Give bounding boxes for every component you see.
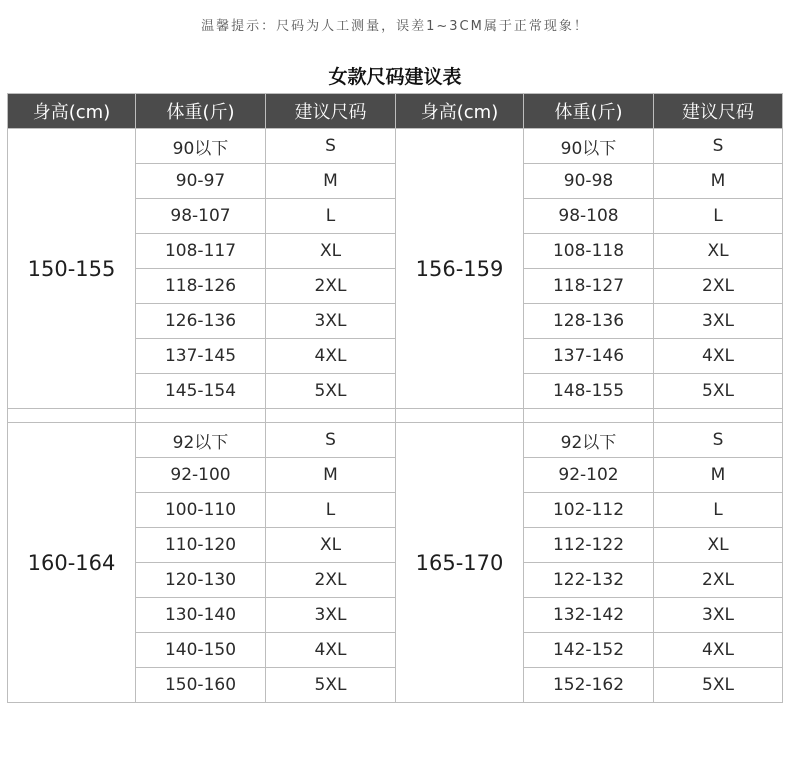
size-cell: 2XL [266,563,396,598]
size-cell: S [654,423,783,458]
size-cell: L [266,199,396,234]
header-weight: 体重(斤) [136,94,266,129]
weight-cell: 112-122 [524,528,654,563]
size-cell: 2XL [266,269,396,304]
size-cell: 3XL [266,598,396,633]
size-cell: 2XL [654,563,783,598]
height-range-cell: 165-170 [396,423,524,703]
weight-cell: 122-132 [524,563,654,598]
weight-cell: 90以下 [136,129,266,164]
size-cell: XL [266,528,396,563]
separator-cell [266,409,396,423]
weight-cell: 142-152 [524,633,654,668]
weight-cell: 152-162 [524,668,654,703]
weight-cell: 98-108 [524,199,654,234]
separator-cell [524,409,654,423]
size-cell: M [654,164,783,199]
size-cell: 3XL [654,304,783,339]
header-height: 身高(cm) [396,94,524,129]
size-table [7,93,783,703]
table-row [8,423,783,458]
size-cell: S [654,129,783,164]
header-weight: 体重(斤) [524,94,654,129]
weight-cell: 137-145 [136,339,266,374]
size-cell: 3XL [266,304,396,339]
size-cell: 5XL [654,668,783,703]
weight-cell: 92以下 [136,423,266,458]
size-cell: XL [654,528,783,563]
weight-cell: 90-98 [524,164,654,199]
size-cell: XL [266,234,396,269]
size-cell: 2XL [654,269,783,304]
weight-cell: 100-110 [136,493,266,528]
size-cell: 5XL [266,374,396,409]
header-height: 身高(cm) [8,94,136,129]
size-cell: XL [654,234,783,269]
weight-cell: 128-136 [524,304,654,339]
height-range-cell: 160-164 [8,423,136,703]
weight-cell: 108-118 [524,234,654,269]
separator-cell [8,409,136,423]
weight-cell: 98-107 [136,199,266,234]
size-cell: L [654,493,783,528]
weight-cell: 118-127 [524,269,654,304]
notice-text: 温馨提示：尺码为人工测量，误差1~3CM属于正常现象！ [201,19,589,34]
weight-cell: 140-150 [136,633,266,668]
size-cell: 5XL [266,668,396,703]
weight-cell: 145-154 [136,374,266,409]
size-cell: M [266,458,396,493]
weight-cell: 120-130 [136,563,266,598]
weight-cell: 90-97 [136,164,266,199]
size-cell: L [654,199,783,234]
weight-cell: 126-136 [136,304,266,339]
size-cell: 3XL [654,598,783,633]
separator-cell [654,409,783,423]
size-cell: L [266,493,396,528]
weight-cell: 148-155 [524,374,654,409]
header-size: 建议尺码 [266,94,396,129]
size-cell: 4XL [266,633,396,668]
size-chart [7,93,782,703]
separator-cell [396,409,524,423]
height-range-cell: 156-159 [396,129,524,409]
weight-cell: 118-126 [136,269,266,304]
table-row [8,129,783,164]
header-size: 建议尺码 [654,94,783,129]
size-cell: 4XL [266,339,396,374]
weight-cell: 92-102 [524,458,654,493]
weight-cell: 150-160 [136,668,266,703]
weight-cell: 108-117 [136,234,266,269]
height-range-cell: 150-155 [8,129,136,409]
table-title: 女款尺码建议表 [328,66,462,88]
group-separator [8,409,783,423]
weight-cell: 90以下 [524,129,654,164]
weight-cell: 92-100 [136,458,266,493]
weight-cell: 137-146 [524,339,654,374]
header-row [8,94,783,129]
size-cell: S [266,423,396,458]
size-cell: S [266,129,396,164]
size-cell: M [266,164,396,199]
size-cell: 5XL [654,374,783,409]
weight-cell: 132-142 [524,598,654,633]
weight-cell: 130-140 [136,598,266,633]
weight-cell: 110-120 [136,528,266,563]
weight-cell: 102-112 [524,493,654,528]
separator-cell [136,409,266,423]
size-cell: 4XL [654,339,783,374]
size-cell: M [654,458,783,493]
weight-cell: 92以下 [524,423,654,458]
size-cell: 4XL [654,633,783,668]
